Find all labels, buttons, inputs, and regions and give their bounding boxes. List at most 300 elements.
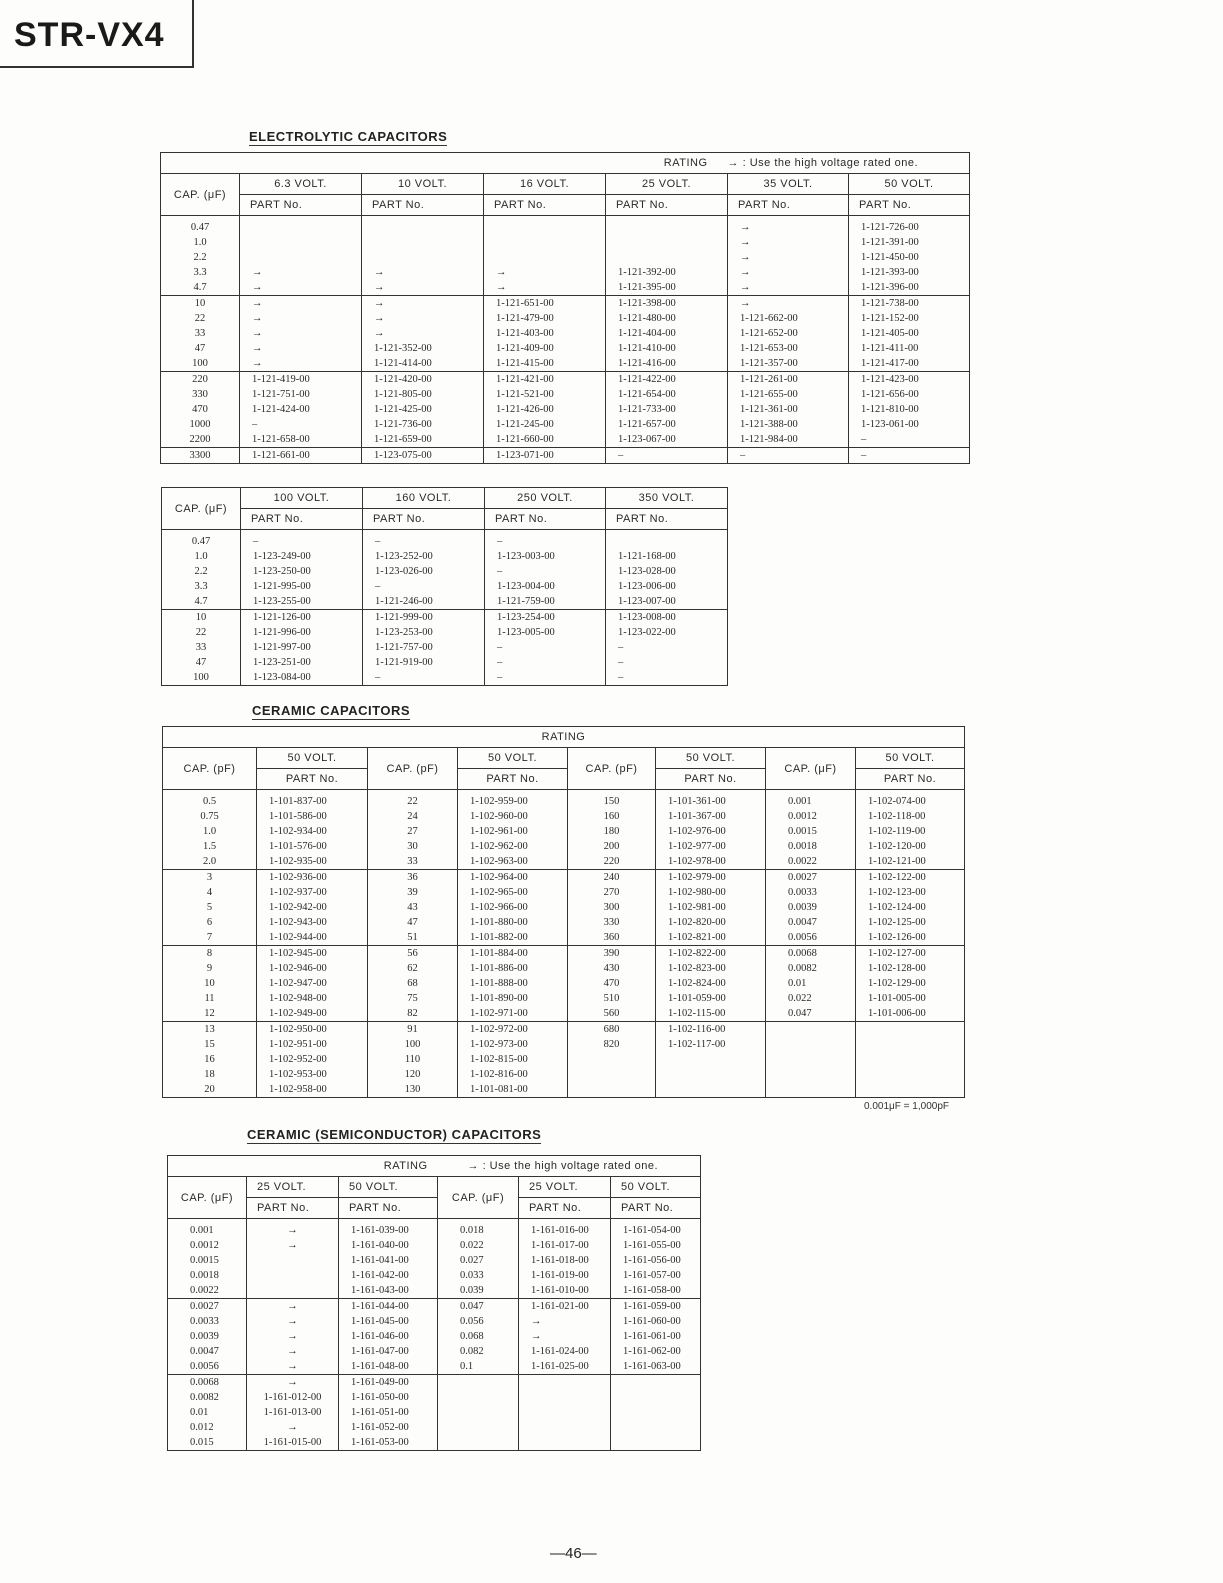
part-no-header: PART No. xyxy=(247,1198,339,1219)
cap-value-cell: 0.0039 xyxy=(168,1329,247,1344)
table-row xyxy=(161,372,970,388)
part-number-cell: 1-123-255-00 xyxy=(241,594,363,610)
table-row xyxy=(161,235,970,250)
part-no-header: PART No. xyxy=(849,195,970,216)
part-number-cell: 1-102-944-00 xyxy=(257,930,368,946)
cap-value-cell: 22 xyxy=(161,311,240,326)
table-row xyxy=(163,854,965,870)
part-number-cell: 300 xyxy=(568,900,656,915)
electrolytic-title: ELECTROLYTIC CAPACITORS xyxy=(249,129,448,144)
part-number-cell: 1-102-971-00 xyxy=(458,1006,568,1022)
part-number-cell: 1-101-367-00 xyxy=(656,809,766,824)
part-number-cell: 1-102-943-00 xyxy=(257,915,368,930)
part-number-cell: 1-121-416-00 xyxy=(606,356,728,372)
part-number-cell: 0.0068 xyxy=(766,946,856,962)
part-number-cell xyxy=(611,1405,701,1420)
part-number-cell: → xyxy=(519,1329,611,1344)
table-row xyxy=(168,1283,701,1299)
cap-value-cell: 10 xyxy=(161,296,240,312)
part-number-cell: 1-121-420-00 xyxy=(362,372,484,388)
part-number-cell xyxy=(519,1375,611,1391)
part-no-header: PART No. xyxy=(362,195,484,216)
part-number-cell: 1-161-021-00 xyxy=(519,1299,611,1315)
part-number-cell: 1-101-586-00 xyxy=(257,809,368,824)
part-no-header: PART No. xyxy=(485,509,606,530)
part-number-cell: 24 xyxy=(368,809,458,824)
ceramic-volt-header: 50 VOLT. xyxy=(257,748,368,769)
part-number-cell: 0.027 xyxy=(438,1253,519,1268)
part-number-cell: – xyxy=(485,655,606,670)
part-no-header: PART No. xyxy=(240,195,362,216)
part-number-cell: 1-121-653-00 xyxy=(728,341,849,356)
part-number-cell: 270 xyxy=(568,885,656,900)
table-row xyxy=(161,250,970,265)
electrolytic-volt-header: 10 VOLT. xyxy=(362,174,484,195)
electrolytic-hv-volt-header: 350 VOLT. xyxy=(606,488,728,509)
part-number-cell: 1-102-949-00 xyxy=(257,1006,368,1022)
part-number-cell: 1-121-403-00 xyxy=(484,326,606,341)
part-number-cell: 27 xyxy=(368,824,458,839)
part-number-cell: 1-123-084-00 xyxy=(241,670,363,686)
part-number-cell: – xyxy=(606,640,728,655)
part-number-cell: 1-121-404-00 xyxy=(606,326,728,341)
part-number-cell: 1-121-422-00 xyxy=(606,372,728,388)
part-number-cell: 0.022 xyxy=(766,991,856,1006)
part-number-cell: → xyxy=(240,280,362,296)
part-number-cell: 110 xyxy=(368,1052,458,1067)
table-row xyxy=(168,1435,701,1451)
part-number-cell: 1-121-999-00 xyxy=(363,610,485,626)
part-number-cell: 1-102-122-00 xyxy=(856,870,965,886)
part-number-cell: 1-123-004-00 xyxy=(485,579,606,594)
part-number-cell: → xyxy=(240,265,362,280)
part-number-cell xyxy=(240,216,362,236)
table-row xyxy=(163,1006,965,1022)
part-number-cell: 22 xyxy=(368,790,458,810)
part-number-cell: 1-101-890-00 xyxy=(458,991,568,1006)
part-number-cell: 62 xyxy=(368,961,458,976)
part-number-cell: 1-121-759-00 xyxy=(485,594,606,610)
part-number-cell: 1-161-024-00 xyxy=(519,1344,611,1359)
part-number-cell: 1-123-006-00 xyxy=(606,579,728,594)
part-number-cell: 200 xyxy=(568,839,656,854)
cap-value-cell: 0.0018 xyxy=(168,1268,247,1283)
part-number-cell: 1-121-423-00 xyxy=(849,372,970,388)
part-number-cell: 1-101-006-00 xyxy=(856,1006,965,1022)
table-row xyxy=(162,564,728,579)
part-no-header: PART No. xyxy=(484,195,606,216)
part-number-cell xyxy=(484,216,606,236)
part-number-cell: 1-123-026-00 xyxy=(363,564,485,579)
table-row xyxy=(163,900,965,915)
part-number-cell: – xyxy=(606,670,728,686)
electrolytic-hv-volt-header: 100 VOLT. xyxy=(241,488,363,509)
semi-rating: RATING xyxy=(168,1156,438,1177)
table-row xyxy=(162,530,728,550)
ceramic-table xyxy=(162,726,965,1098)
part-number-cell: 1-161-053-00 xyxy=(339,1435,438,1451)
part-number-cell: 0.01 xyxy=(766,976,856,991)
part-number-cell: 1-123-251-00 xyxy=(241,655,363,670)
part-number-cell: 0.0015 xyxy=(766,824,856,839)
part-number-cell: 820 xyxy=(568,1037,656,1052)
part-number-cell: 1-161-017-00 xyxy=(519,1238,611,1253)
part-number-cell xyxy=(568,1067,656,1082)
part-number-cell: 0.0039 xyxy=(766,900,856,915)
part-no-header: PART No. xyxy=(611,1198,701,1219)
electrolytic-rating: RATING xyxy=(161,153,728,174)
part-number-cell: 1-102-946-00 xyxy=(257,961,368,976)
table-row xyxy=(161,280,970,296)
part-no-header: PART No. xyxy=(606,509,728,530)
table-row xyxy=(168,1314,701,1329)
part-number-cell: 1-121-415-00 xyxy=(484,356,606,372)
part-number-cell xyxy=(568,1082,656,1098)
table-row xyxy=(161,432,970,448)
cap-value-cell: 0.001 xyxy=(168,1219,247,1239)
table-row xyxy=(162,670,728,686)
part-number-cell xyxy=(611,1390,701,1405)
ceramic-volt-header: 50 VOLT. xyxy=(856,748,965,769)
part-number-cell: 1-102-960-00 xyxy=(458,809,568,824)
part-number-cell: 1-102-935-00 xyxy=(257,854,368,870)
part-number-cell: 43 xyxy=(368,900,458,915)
part-number-cell: → xyxy=(247,1314,339,1329)
part-number-cell: 1-102-824-00 xyxy=(656,976,766,991)
part-number-cell: 1-121-450-00 xyxy=(849,250,970,265)
part-number-cell: 1-121-660-00 xyxy=(484,432,606,448)
part-number-cell: 1-161-010-00 xyxy=(519,1283,611,1299)
part-number-cell: 1-121-388-00 xyxy=(728,417,849,432)
part-number-cell: 1-123-022-00 xyxy=(606,625,728,640)
part-number-cell: 1-123-252-00 xyxy=(363,549,485,564)
semi-table xyxy=(167,1155,701,1451)
part-number-cell: 0.082 xyxy=(438,1344,519,1359)
part-number-cell xyxy=(606,235,728,250)
part-number-cell: 0.1 xyxy=(438,1359,519,1375)
table-row xyxy=(162,579,728,594)
part-number-cell: 39 xyxy=(368,885,458,900)
part-number-cell: 1-102-961-00 xyxy=(458,824,568,839)
part-number-cell: 30 xyxy=(368,839,458,854)
part-number-cell: 1-102-816-00 xyxy=(458,1067,568,1082)
part-number-cell: 0.047 xyxy=(766,1006,856,1022)
part-number-cell: 1-102-117-00 xyxy=(656,1037,766,1052)
part-number-cell: 1-161-052-00 xyxy=(339,1420,438,1435)
cap-value-cell: 10 xyxy=(162,610,241,626)
semi-volt-header: 50 VOLT. xyxy=(611,1177,701,1198)
part-number-cell: 56 xyxy=(368,946,458,962)
part-number-cell: 1-102-977-00 xyxy=(656,839,766,854)
cap-value-cell: 0.0012 xyxy=(168,1238,247,1253)
part-number-cell: → xyxy=(728,250,849,265)
part-number-cell: 1-161-062-00 xyxy=(611,1344,701,1359)
cap-value-cell: 3.3 xyxy=(162,579,241,594)
table-row xyxy=(163,946,965,962)
part-number-cell: 1-121-396-00 xyxy=(849,280,970,296)
part-number-cell: 0.0012 xyxy=(766,809,856,824)
part-no-header: PART No. xyxy=(458,769,568,790)
part-number-cell xyxy=(519,1435,611,1451)
part-number-cell xyxy=(438,1405,519,1420)
part-number-cell xyxy=(611,1375,701,1391)
part-number-cell: → xyxy=(240,326,362,341)
part-number-cell: 82 xyxy=(368,1006,458,1022)
part-number-cell: 1-101-888-00 xyxy=(458,976,568,991)
part-number-cell: 1-102-121-00 xyxy=(856,854,965,870)
ceramic-rating: RATING xyxy=(163,727,965,748)
cap-value-cell: 20 xyxy=(163,1082,257,1098)
cap-value-cell: 0.012 xyxy=(168,1420,247,1435)
part-number-cell: – xyxy=(728,448,849,464)
part-number-cell: 0.0082 xyxy=(766,961,856,976)
part-number-cell: 1-121-656-00 xyxy=(849,387,970,402)
cap-value-cell: 16 xyxy=(163,1052,257,1067)
part-number-cell: 1-101-886-00 xyxy=(458,961,568,976)
part-number-cell: – xyxy=(485,640,606,655)
part-number-cell: 1-161-056-00 xyxy=(611,1253,701,1268)
part-number-cell: 1-121-417-00 xyxy=(849,356,970,372)
part-number-cell: 1-121-651-00 xyxy=(484,296,606,312)
part-number-cell: 1-121-411-00 xyxy=(849,341,970,356)
part-number-cell xyxy=(656,1082,766,1098)
part-number-cell: 1-161-039-00 xyxy=(339,1219,438,1239)
part-number-cell: 330 xyxy=(568,915,656,930)
part-number-cell xyxy=(247,1253,339,1268)
part-number-cell: – xyxy=(606,655,728,670)
table-row xyxy=(163,1067,965,1082)
part-number-cell: 0.0056 xyxy=(766,930,856,946)
part-number-cell: → xyxy=(240,356,362,372)
part-number-cell: – xyxy=(241,530,363,550)
part-number-cell: 0.047 xyxy=(438,1299,519,1315)
part-number-cell: 1-121-261-00 xyxy=(728,372,849,388)
page-number: —46— xyxy=(550,1545,597,1562)
part-number-cell: 0.018 xyxy=(438,1219,519,1239)
part-number-cell: 1-121-996-00 xyxy=(241,625,363,640)
part-number-cell xyxy=(656,1067,766,1082)
part-number-cell: → xyxy=(362,326,484,341)
part-number-cell: 1-121-919-00 xyxy=(363,655,485,670)
part-no-header: PART No. xyxy=(656,769,766,790)
cap-value-cell: 12 xyxy=(163,1006,257,1022)
part-number-cell: → xyxy=(247,1329,339,1344)
cap-value-cell: 5 xyxy=(163,900,257,915)
part-number-cell: 1-102-115-00 xyxy=(656,1006,766,1022)
part-number-cell: 1-102-124-00 xyxy=(856,900,965,915)
part-number-cell: 1-102-128-00 xyxy=(856,961,965,976)
part-number-cell: – xyxy=(485,670,606,686)
part-number-cell: 1-161-012-00 xyxy=(247,1390,339,1405)
part-no-header: PART No. xyxy=(856,769,965,790)
part-number-cell xyxy=(519,1420,611,1435)
part-number-cell xyxy=(519,1390,611,1405)
table-row xyxy=(163,1052,965,1067)
part-number-cell: 1-161-060-00 xyxy=(611,1314,701,1329)
part-number-cell: 390 xyxy=(568,946,656,962)
electrolytic-rating-note: → : Use the high voltage rated one. xyxy=(728,153,970,174)
part-number-cell xyxy=(362,250,484,265)
cap-value-cell: 47 xyxy=(161,341,240,356)
cap-value-cell: 0.0033 xyxy=(168,1314,247,1329)
part-number-cell: → xyxy=(247,1375,339,1391)
part-number-cell: 1-121-652-00 xyxy=(728,326,849,341)
part-number-cell xyxy=(484,250,606,265)
part-number-cell: 0.0022 xyxy=(766,854,856,870)
part-number-cell: → xyxy=(247,1420,339,1435)
cap-value-cell: 0.47 xyxy=(161,216,240,236)
table-row xyxy=(161,216,970,236)
part-number-cell: → xyxy=(519,1314,611,1329)
table-row xyxy=(168,1390,701,1405)
part-number-cell: 1-121-984-00 xyxy=(728,432,849,448)
part-number-cell: 150 xyxy=(568,790,656,810)
part-number-cell: 1-121-421-00 xyxy=(484,372,606,388)
electrolytic-volt-header: 25 VOLT. xyxy=(606,174,728,195)
part-number-cell: 1-123-005-00 xyxy=(485,625,606,640)
part-number-cell: → xyxy=(728,296,849,312)
part-number-cell xyxy=(438,1420,519,1435)
part-number-cell: 1-102-966-00 xyxy=(458,900,568,915)
cap-value-cell: 1.0 xyxy=(161,235,240,250)
part-number-cell: 1-123-071-00 xyxy=(484,448,606,464)
part-number-cell: 1-101-059-00 xyxy=(656,991,766,1006)
part-number-cell: 47 xyxy=(368,915,458,930)
table-row xyxy=(161,311,970,326)
cap-value-cell: 7 xyxy=(163,930,257,946)
part-number-cell: 1-121-757-00 xyxy=(363,640,485,655)
part-number-cell: 1-121-995-00 xyxy=(241,579,363,594)
part-number-cell: 0.039 xyxy=(438,1283,519,1299)
part-number-cell xyxy=(611,1420,701,1435)
table-row xyxy=(163,790,965,810)
electrolytic-volt-header: 50 VOLT. xyxy=(849,174,970,195)
cap-value-cell: 4.7 xyxy=(162,594,241,610)
part-number-cell: 1-123-061-00 xyxy=(849,417,970,432)
cap-value-cell: 6 xyxy=(163,915,257,930)
part-number-cell: 1-161-040-00 xyxy=(339,1238,438,1253)
part-number-cell: 1-123-008-00 xyxy=(606,610,728,626)
part-number-cell: 1-101-005-00 xyxy=(856,991,965,1006)
semi-title: CERAMIC (SEMICONDUCTOR) CAPACITORS xyxy=(247,1127,542,1142)
part-number-cell: 1-161-018-00 xyxy=(519,1253,611,1268)
model-title-box xyxy=(0,0,194,68)
part-number-cell: – xyxy=(363,579,485,594)
part-number-cell: 1-121-419-00 xyxy=(240,372,362,388)
cap-value-cell: 47 xyxy=(162,655,241,670)
part-number-cell xyxy=(606,530,728,550)
table-row xyxy=(163,915,965,930)
cap-value-cell: 1000 xyxy=(161,417,240,432)
table-row xyxy=(168,1405,701,1420)
table-row xyxy=(168,1329,701,1344)
part-number-cell: 1-102-127-00 xyxy=(856,946,965,962)
table-row xyxy=(162,655,728,670)
table-row xyxy=(161,402,970,417)
part-number-cell: 510 xyxy=(568,991,656,1006)
electrolytic-volt-header: 6.3 VOLT. xyxy=(240,174,362,195)
part-number-cell xyxy=(856,1052,965,1067)
part-number-cell: 1-121-425-00 xyxy=(362,402,484,417)
table-row xyxy=(162,640,728,655)
part-number-cell: – xyxy=(485,564,606,579)
cap-value-cell: 330 xyxy=(161,387,240,402)
part-number-cell: 1-123-254-00 xyxy=(485,610,606,626)
part-number-cell xyxy=(438,1390,519,1405)
cap-value-cell: 2.0 xyxy=(163,854,257,870)
part-number-cell: 1-101-576-00 xyxy=(257,839,368,854)
cap-value-cell: 1.5 xyxy=(163,839,257,854)
part-number-cell: 1-161-061-00 xyxy=(611,1329,701,1344)
part-number-cell: → xyxy=(247,1238,339,1253)
part-number-cell: 1-121-410-00 xyxy=(606,341,728,356)
table-row xyxy=(168,1420,701,1435)
part-number-cell: → xyxy=(240,341,362,356)
part-number-cell: 1-102-972-00 xyxy=(458,1022,568,1038)
part-no-header: PART No. xyxy=(339,1198,438,1219)
part-number-cell: 1-102-978-00 xyxy=(656,854,766,870)
semi-rating-note: → : Use the high voltage rated one. xyxy=(438,1156,701,1177)
cap-value-cell: 10 xyxy=(163,976,257,991)
cap-value-cell: 13 xyxy=(163,1022,257,1038)
part-number-cell: – xyxy=(485,530,606,550)
part-number-cell: → xyxy=(484,280,606,296)
part-number-cell: 1-101-361-00 xyxy=(656,790,766,810)
cap-value-cell: 0.0027 xyxy=(168,1299,247,1315)
electrolytic-hv-rows xyxy=(162,530,728,686)
part-number-cell: 1-102-962-00 xyxy=(458,839,568,854)
table-row xyxy=(163,976,965,991)
part-number-cell: → xyxy=(728,280,849,296)
electrolytic-table xyxy=(160,152,970,464)
part-number-cell: 75 xyxy=(368,991,458,1006)
part-no-header: PART No. xyxy=(363,509,485,530)
part-number-cell: 1-102-120-00 xyxy=(856,839,965,854)
ceramic-cap-header: CAP. (pF) xyxy=(568,748,656,790)
part-number-cell xyxy=(247,1283,339,1299)
part-number-cell: 1-121-246-00 xyxy=(363,594,485,610)
table-row xyxy=(161,296,970,312)
table-row xyxy=(162,610,728,626)
semi-cap-header: CAP. (μF) xyxy=(438,1177,519,1219)
part-number-cell xyxy=(766,1022,856,1038)
part-number-cell: 1-102-821-00 xyxy=(656,930,766,946)
part-number-cell: 160 xyxy=(568,809,656,824)
electrolytic-cap-header: CAP. (μF) xyxy=(161,174,240,216)
part-number-cell: 1-102-959-00 xyxy=(458,790,568,810)
part-number-cell xyxy=(247,1268,339,1283)
table-row xyxy=(168,1219,701,1239)
part-number-cell: 1-121-480-00 xyxy=(606,311,728,326)
part-number-cell: 1-161-049-00 xyxy=(339,1375,438,1391)
cap-value-cell: 9 xyxy=(163,961,257,976)
cap-value-cell: 0.01 xyxy=(168,1405,247,1420)
cap-value-cell: 0.0047 xyxy=(168,1344,247,1359)
part-number-cell: 0.0027 xyxy=(766,870,856,886)
electrolytic-rows xyxy=(161,216,970,464)
cap-value-cell: 220 xyxy=(161,372,240,388)
part-number-cell: 1-161-047-00 xyxy=(339,1344,438,1359)
cap-value-cell: 18 xyxy=(163,1067,257,1082)
table-row xyxy=(163,961,965,976)
semi-volt-header: 50 VOLT. xyxy=(339,1177,438,1198)
part-number-cell: 1-161-041-00 xyxy=(339,1253,438,1268)
part-number-cell: 1-102-979-00 xyxy=(656,870,766,886)
table-row xyxy=(162,625,728,640)
part-number-cell xyxy=(240,235,362,250)
cap-value-cell: 100 xyxy=(162,670,241,686)
cap-value-cell: 33 xyxy=(162,640,241,655)
